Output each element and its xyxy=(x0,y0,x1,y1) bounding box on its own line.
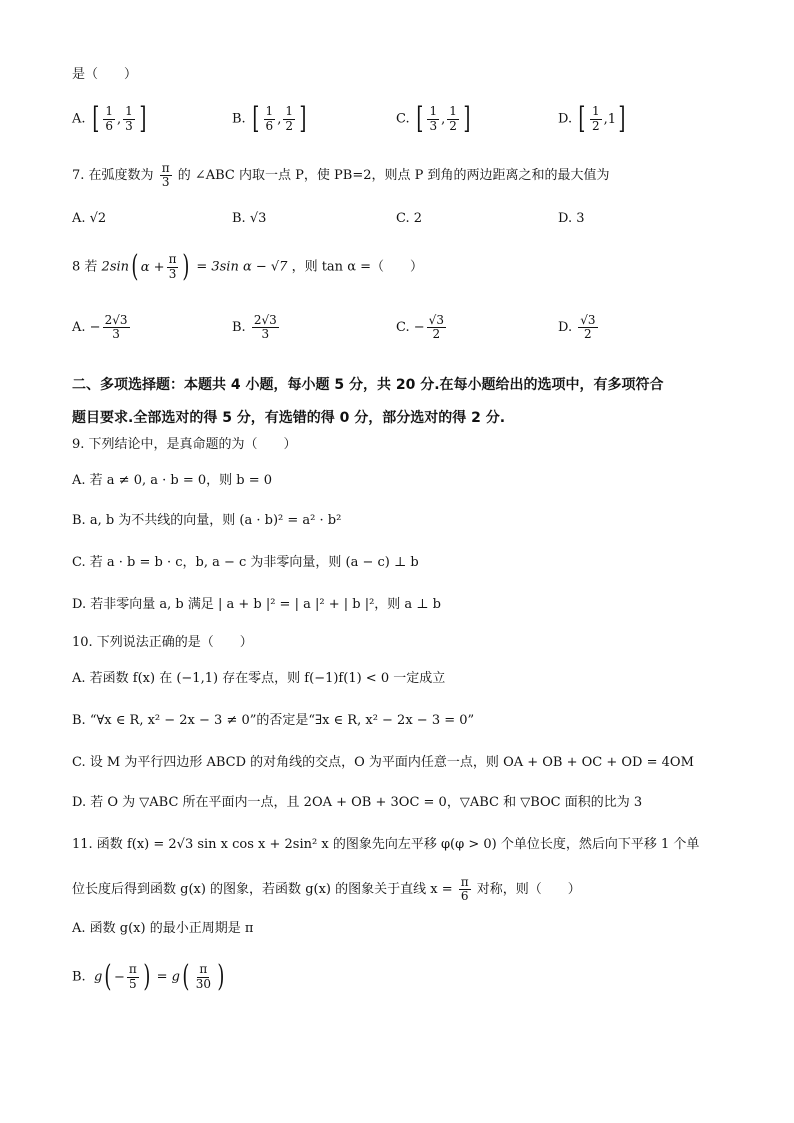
q7-option-b: B. √3 xyxy=(232,211,267,226)
q6-option-d: D. [ $\frac{1}{2}$ , 1 ] xyxy=(558,101,626,136)
option-label: C. xyxy=(396,111,410,127)
section-heading-line-1: 二、多项选择题：本题共 4 小题，每小题 5 分，共 20 分.在每小题给出的选项中，有多项符合 xyxy=(72,377,664,393)
section-heading-line-2: 题目要求.全部选对的得 5 分，有选错的得 0 分，部分选对的得 2 分. xyxy=(72,410,506,426)
q9-option-d: D. 若非零向量 a, b 满足 | a + b |² = | a |² + | b |²，则 a ⊥ b xyxy=(72,597,441,612)
option-label: B. xyxy=(232,111,246,127)
q11-option-a: A. 函数 g(x) 的最小正周期是 π xyxy=(72,921,254,936)
q10-option-d: D. 若 O 为 ▽ABC 所在平面内一点，且 2OA + OB + 3OC = 0，▽ABC 和 ▽BOC 面积的比为 3 xyxy=(72,795,643,810)
q8-stem: 8 若 2sin ( α + $\frac{\pi}{3}$ ) = 3sin α − √7 ，则 tan α =（ ） xyxy=(72,249,423,284)
q9-option-b: B. a, b 为不共线的向量，则 (a · b)² = a² · b² xyxy=(72,513,342,528)
q10-option-a: A. 若函数 f(x) 在 (−1,1) 存在零点，则 f(−1)f(1) < 0 一定成立 xyxy=(72,671,446,686)
q11-stem-line-1: 11. 函数 f(x) = 2√3 sin x cos x + 2sin² x 的图象先向左平移 φ(φ > 0) 个单位长度，然后向下平移 1 个单 xyxy=(72,837,700,852)
q9-option-a: A. 若 a ≠ 0, a · b = 0，则 b = 0 xyxy=(72,473,273,488)
q7-option-a: A. √2 xyxy=(72,211,107,226)
q10-option-c: C. 设 M 为平行四边形 ABCD 的对角线的交点，O 为平面内任意一点，则 OA + OB + OC + OD = 4OM xyxy=(72,755,694,770)
q6-option-b: B. [ $\frac{1}{6}$ , $\frac{1}{2}$ ] xyxy=(232,101,307,136)
q6-continuation: 是（ ） xyxy=(72,67,138,82)
q6-option-c: C. [ $\frac{1}{3}$ , $\frac{1}{2}$ ] xyxy=(396,101,471,136)
option-label: D. xyxy=(558,111,573,127)
q9-stem: 9. 下列结论中，是真命题的为（ ） xyxy=(72,437,297,452)
option-label: A. xyxy=(72,111,86,127)
q8-option-a: A. − $\frac{2√3}{3}$ xyxy=(72,313,128,342)
q8-option-b: B. $\frac{2√3}{3}$ xyxy=(232,313,277,342)
q6-option-a: A. [ $\frac{1}{6}$ , $\frac{1}{3}$ ] xyxy=(72,101,147,136)
q8-option-c: C. − $\frac{√3}{2}$ xyxy=(396,313,444,342)
q10-stem: 10. 下列说法正确的是（ ） xyxy=(72,635,253,650)
q11-stem-line-2: 位长度后得到函数 g(x) 的图象，若函数 g(x) 的图象关于直线 x = $\frac{\pi}{6}$ 对称，则（ ） xyxy=(72,875,581,904)
q7-option-d: D. 3 xyxy=(558,211,585,226)
q10-option-b: B. “∀x ∈ R, x² − 2x − 3 ≠ 0”的否定是“∃x ∈ R, x² − 2x − 3 = 0” xyxy=(72,713,475,728)
q9-option-c: C. 若 a · b = b · c，b, a − c 为非零向量，则 (a − c) ⊥ b xyxy=(72,555,419,570)
q7-stem: 7. 在弧度数为 $\frac{\pi}{3}$ 的 ∠ABC 内取一点 P，使 PB=2，则点 P 到角的两边距离之和的最大值为 xyxy=(72,161,610,190)
q7-option-c: C. 2 xyxy=(396,211,423,226)
q11-option-b: B. g ( − $\frac{\pi}{5}$ ) = g ( $\frac{\pi}{30}$ ) xyxy=(72,959,225,994)
q8-option-d: D. $\frac{√3}{2}$ xyxy=(558,313,596,342)
